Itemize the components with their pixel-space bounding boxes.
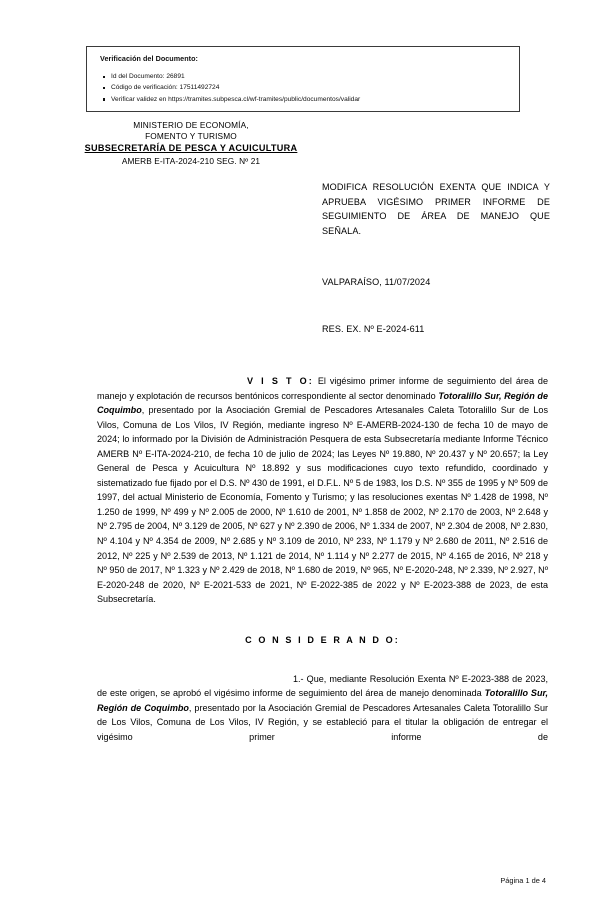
item1-text-part-1: 1.- Que, mediante Resolución Exenta Nº E-2023-388 de 2023, de este origen, se aprobó el vigésimo informe de seguimiento del área de manejo denominada [97, 673, 548, 699]
verification-list [100, 71, 360, 105]
ministry-line-1: MINISTERIO DE ECONOMÍA, [133, 120, 249, 130]
visto-text-part-1: El vigésimo primer informe de seguimiento del área de manejo y explotación de recursos bentónicos correspondiente al sector denominado [97, 376, 548, 401]
ministry-header [48, 120, 334, 167]
resolution-number: RES. EX. Nº E-2024-611 [322, 324, 425, 334]
verification-item-url: Verificar validez en https://tramites.subpesca.cl/wf-tramites/public/documentos/validar [100, 94, 360, 105]
heading-gap [97, 645, 548, 672]
item1-area-name: Totoralillo Sur, Región de Coquimbo [97, 688, 548, 713]
visto-text-part-2: , presentado por la Asociación Gremial de Pescadores Artesanales Caleta Totoralillo Sur de Los Vilos, Comuna de Los Vilos, IV Región, mediante ingreso Nº E-AMERB-2024-130 de fecha 10 de mayo de 2024; lo informado por la División de Administración Pesquera de esta Subsecretaría mediante Informe Técnico AMERB Nº E-ITA-2024-210, de fecha 10 de julio de 2024; las Leyes Nº 19.880, Nº 20.437 y Nº 20.657; la Ley General de Pesca y Acuicultura Nº 18.892 y sus modificaciones cuyo texto refundido, coordinado y sistematizado fue fijado por el D.S. Nº 430 de 1991, el D.F.L. Nº 5 de 1983, los D.S. Nº 355 de 1995 y Nº 509 de 1997, del actual Ministerio de Economía, Fomento y Turismo; y las resoluciones exentas Nº 1.428 de 1998, Nº 1.250 de 1999, Nº 499 y Nº 2.005 de 2000, Nº 1.610 de 2001, Nº 1.858 de 2002, Nº 2.170 de 2003, Nº 2.648 y Nº 2.795 de 2004, Nº 3.129 de 2005, Nº 627 y Nº 2.390 de 2006, Nº 1.334 de 2007, Nº 2.304 de 2008, Nº 2.830, Nº 4.104 y Nº 4.354 de 2009, Nº 2.685 y Nº 3.109 de 2010, Nº 233, Nº 1.179 y Nº 2.680 de 2011, Nº 2.516 de 2012, Nº 225 y Nº 2.539 de 2013, Nº 1.121 de 2014, Nº 1.114 y Nº 2.277 de 2015, Nº 4.165 de 2016, Nº 218 y Nº 950 de 2017, Nº 1.323 y Nº 2.429 de 2018, Nº 1.680 de 2019, Nº 965, Nº E-2020-248, Nº 2.339, Nº 2.927, Nº E-2020-248 de 2020, Nº E-2021-533 de 2021, Nº E-2022-385 de 2022 y Nº E-2023-388 de 2023, de esta Subsecretaría. [97, 405, 548, 605]
subsecretaria-title: SUBSECRETARÍA DE PESCA Y ACUICULTURA [84, 143, 298, 154]
amerb-code: AMERB E-ITA-2024-210 SEG. Nº 21 [121, 155, 261, 166]
considerando-item-1 [97, 672, 548, 745]
visto-paragraph [97, 374, 548, 607]
verification-item-code: Código de verificación: 17511492724 [100, 82, 360, 93]
visto-label: V I S T O: [247, 376, 314, 386]
considerando-heading: C O N S I D E R A N D O: [245, 634, 400, 645]
verification-title: Verificación del Documento: [100, 54, 199, 63]
verification-item-document-id: Id del Documento: 26891 [100, 71, 360, 82]
paragraph-gap [97, 607, 548, 635]
page-footer: Página 1 de 4 [500, 876, 546, 885]
item1-text-part-2: , presentado por la Asociación Gremial de Pescadores Artesanales Caleta Totoralillo Sur de Los Vilos, Comuna de Los Vilos, IV Región, y se estableció para el titular la obligación de entregar el vigésimo primer informe de [97, 702, 548, 742]
visto-area-name: Totoralillo Sur, Región de Coquimbo [97, 390, 548, 416]
document-body [97, 374, 548, 744]
place-and-date: VALPARAÍSO, 11/07/2024 [322, 277, 431, 287]
document-subject: MODIFICA RESOLUCIÓN EXENTA QUE INDICA Y APRUEBA VIGÉSIMO PRIMER INFORME DE SEGUIMIENTO DE ÁREA DE MANEJO QUE SEÑALA. [322, 182, 550, 236]
ministry-line-2: FOMENTO Y TURISMO [145, 131, 237, 142]
verification-box [86, 46, 520, 112]
